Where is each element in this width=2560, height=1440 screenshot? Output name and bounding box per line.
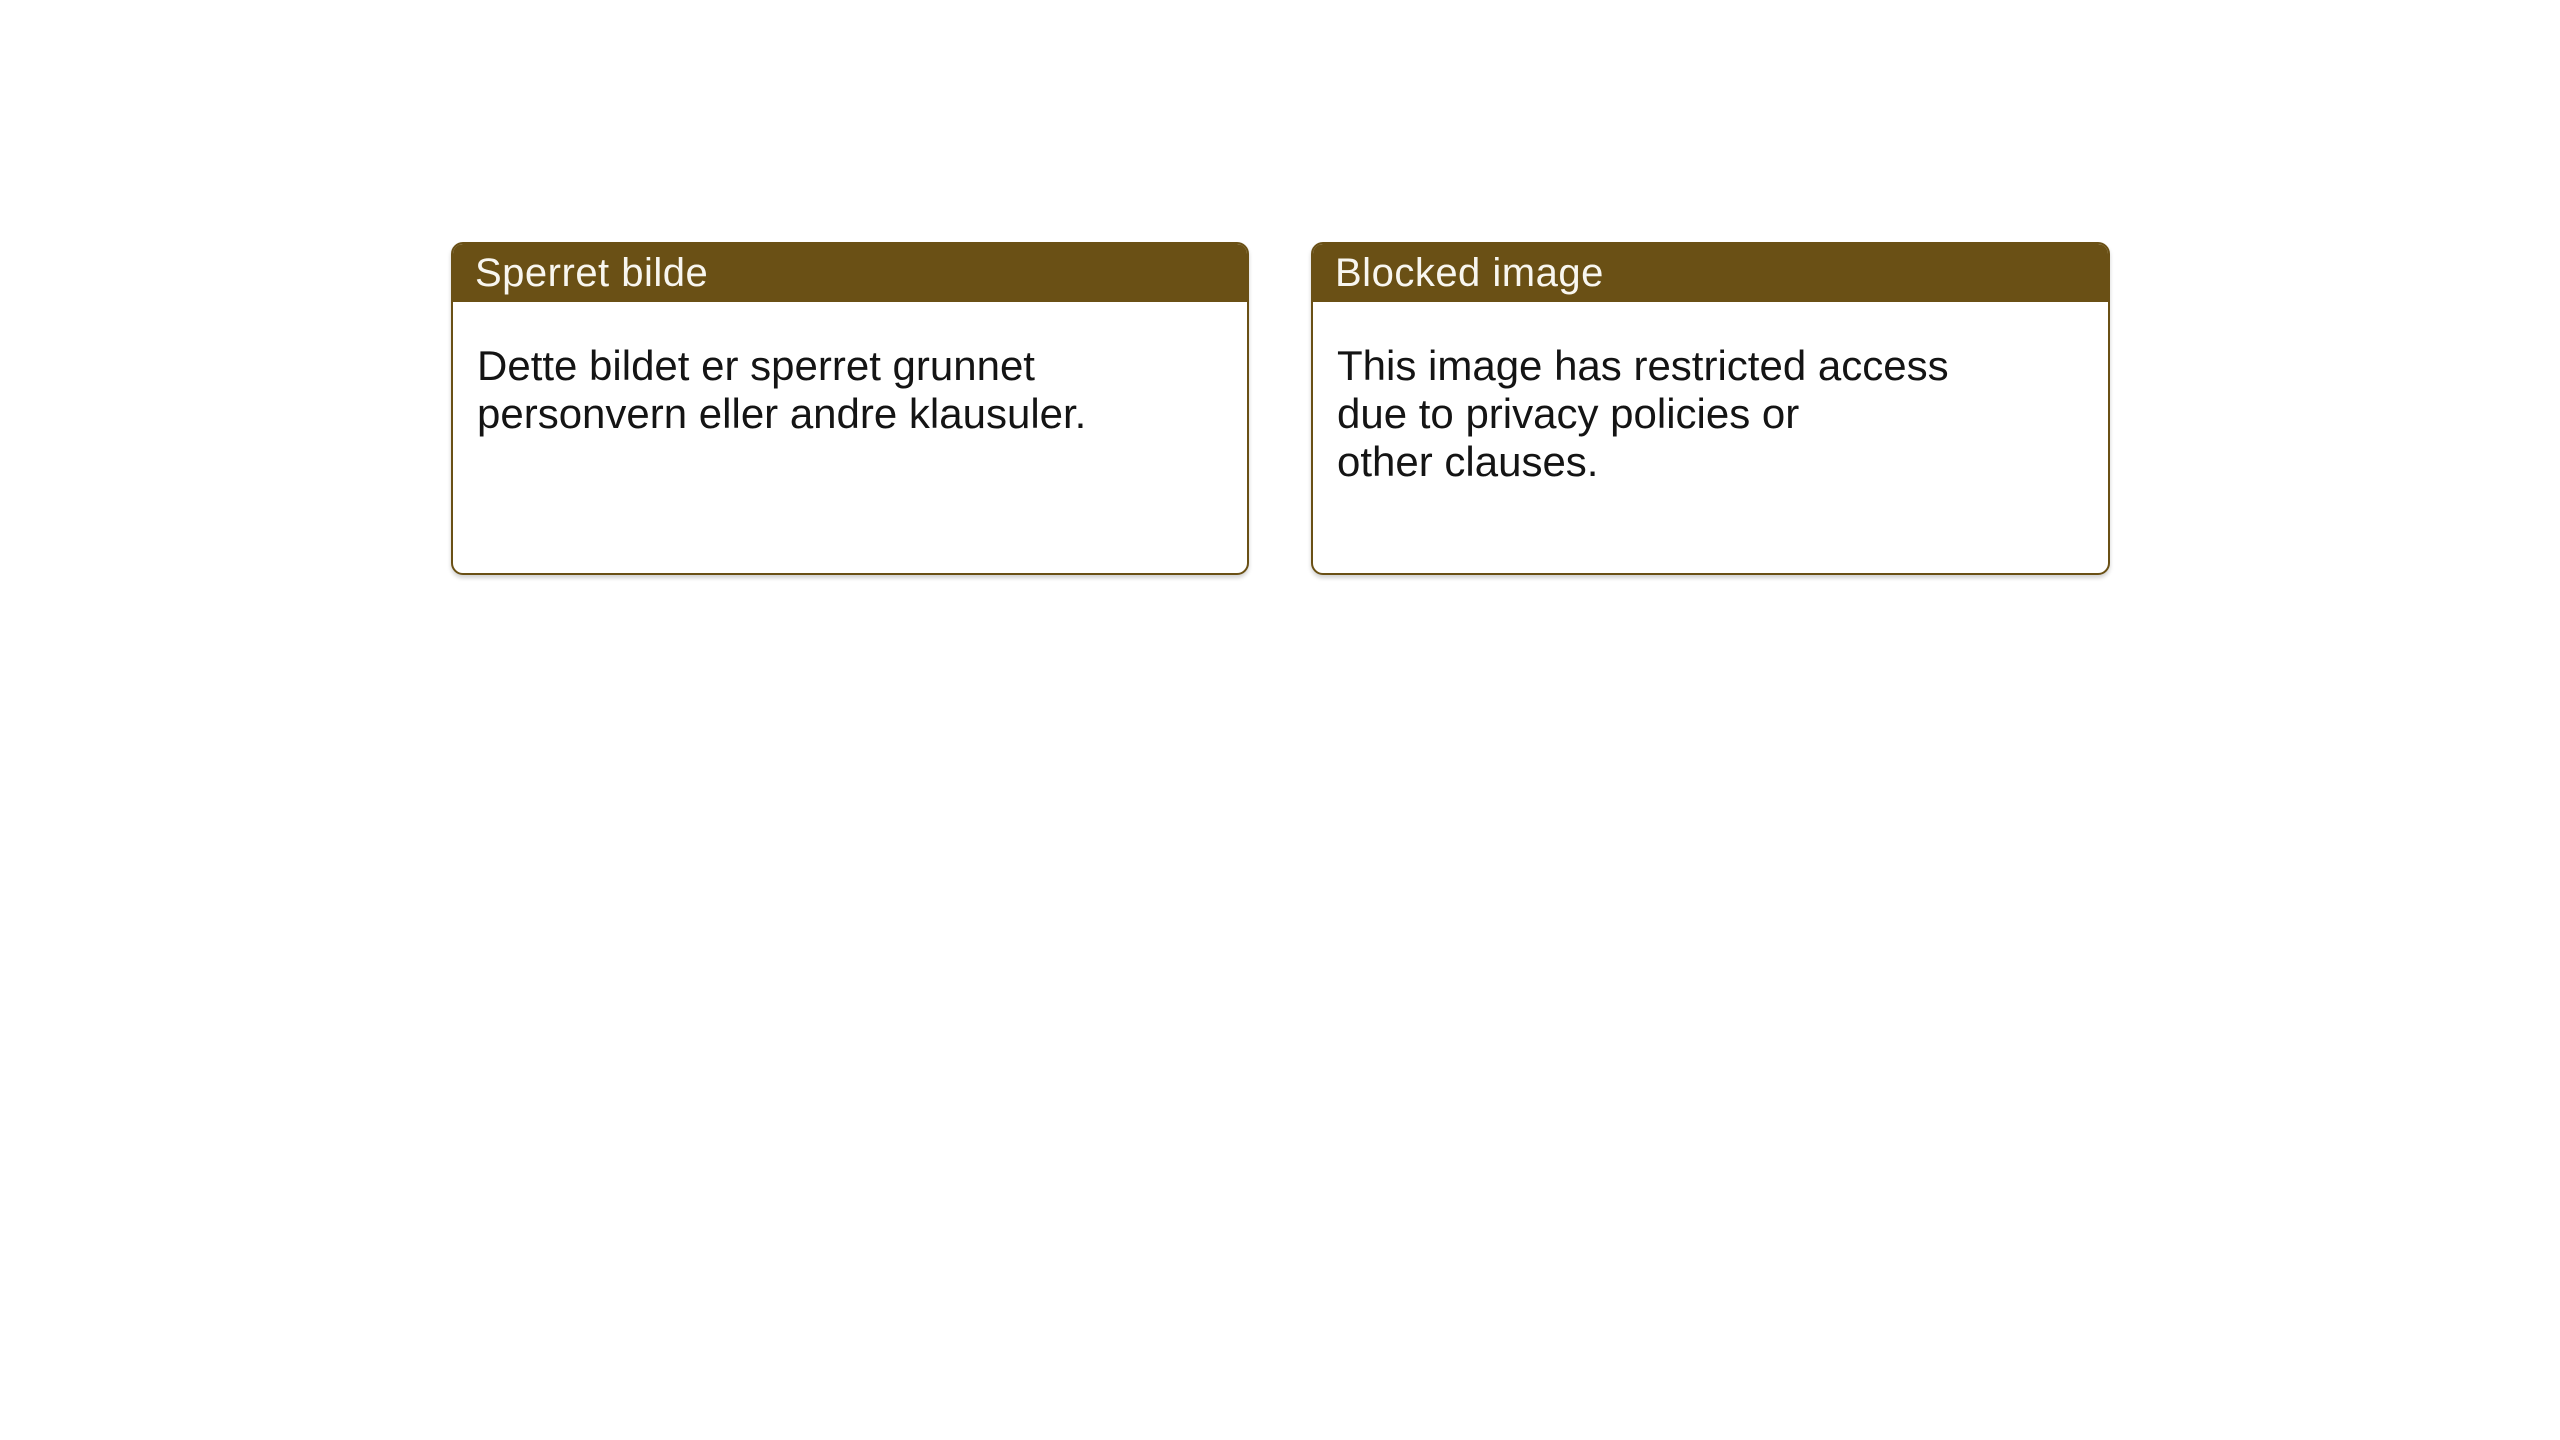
card-body-text-line: personvern eller andre klausuler. xyxy=(477,390,1087,437)
card-header xyxy=(1313,244,2108,302)
card-body-text-line: other clauses. xyxy=(1337,438,1599,485)
card-body xyxy=(1313,302,2108,486)
blocked-image-card-norwegian xyxy=(451,242,1249,575)
blocked-image-card-english xyxy=(1311,242,2110,575)
card-header xyxy=(453,244,1247,302)
card-body-text-line: This image has restricted access xyxy=(1337,342,1949,389)
card-body xyxy=(453,302,1247,438)
card-body-text-line: Dette bildet er sperret grunnet xyxy=(477,342,1035,389)
card-title: Blocked image xyxy=(1335,251,1604,295)
card-body-text-line: due to privacy policies or xyxy=(1337,390,1800,437)
card-title: Sperret bilde xyxy=(475,251,709,295)
